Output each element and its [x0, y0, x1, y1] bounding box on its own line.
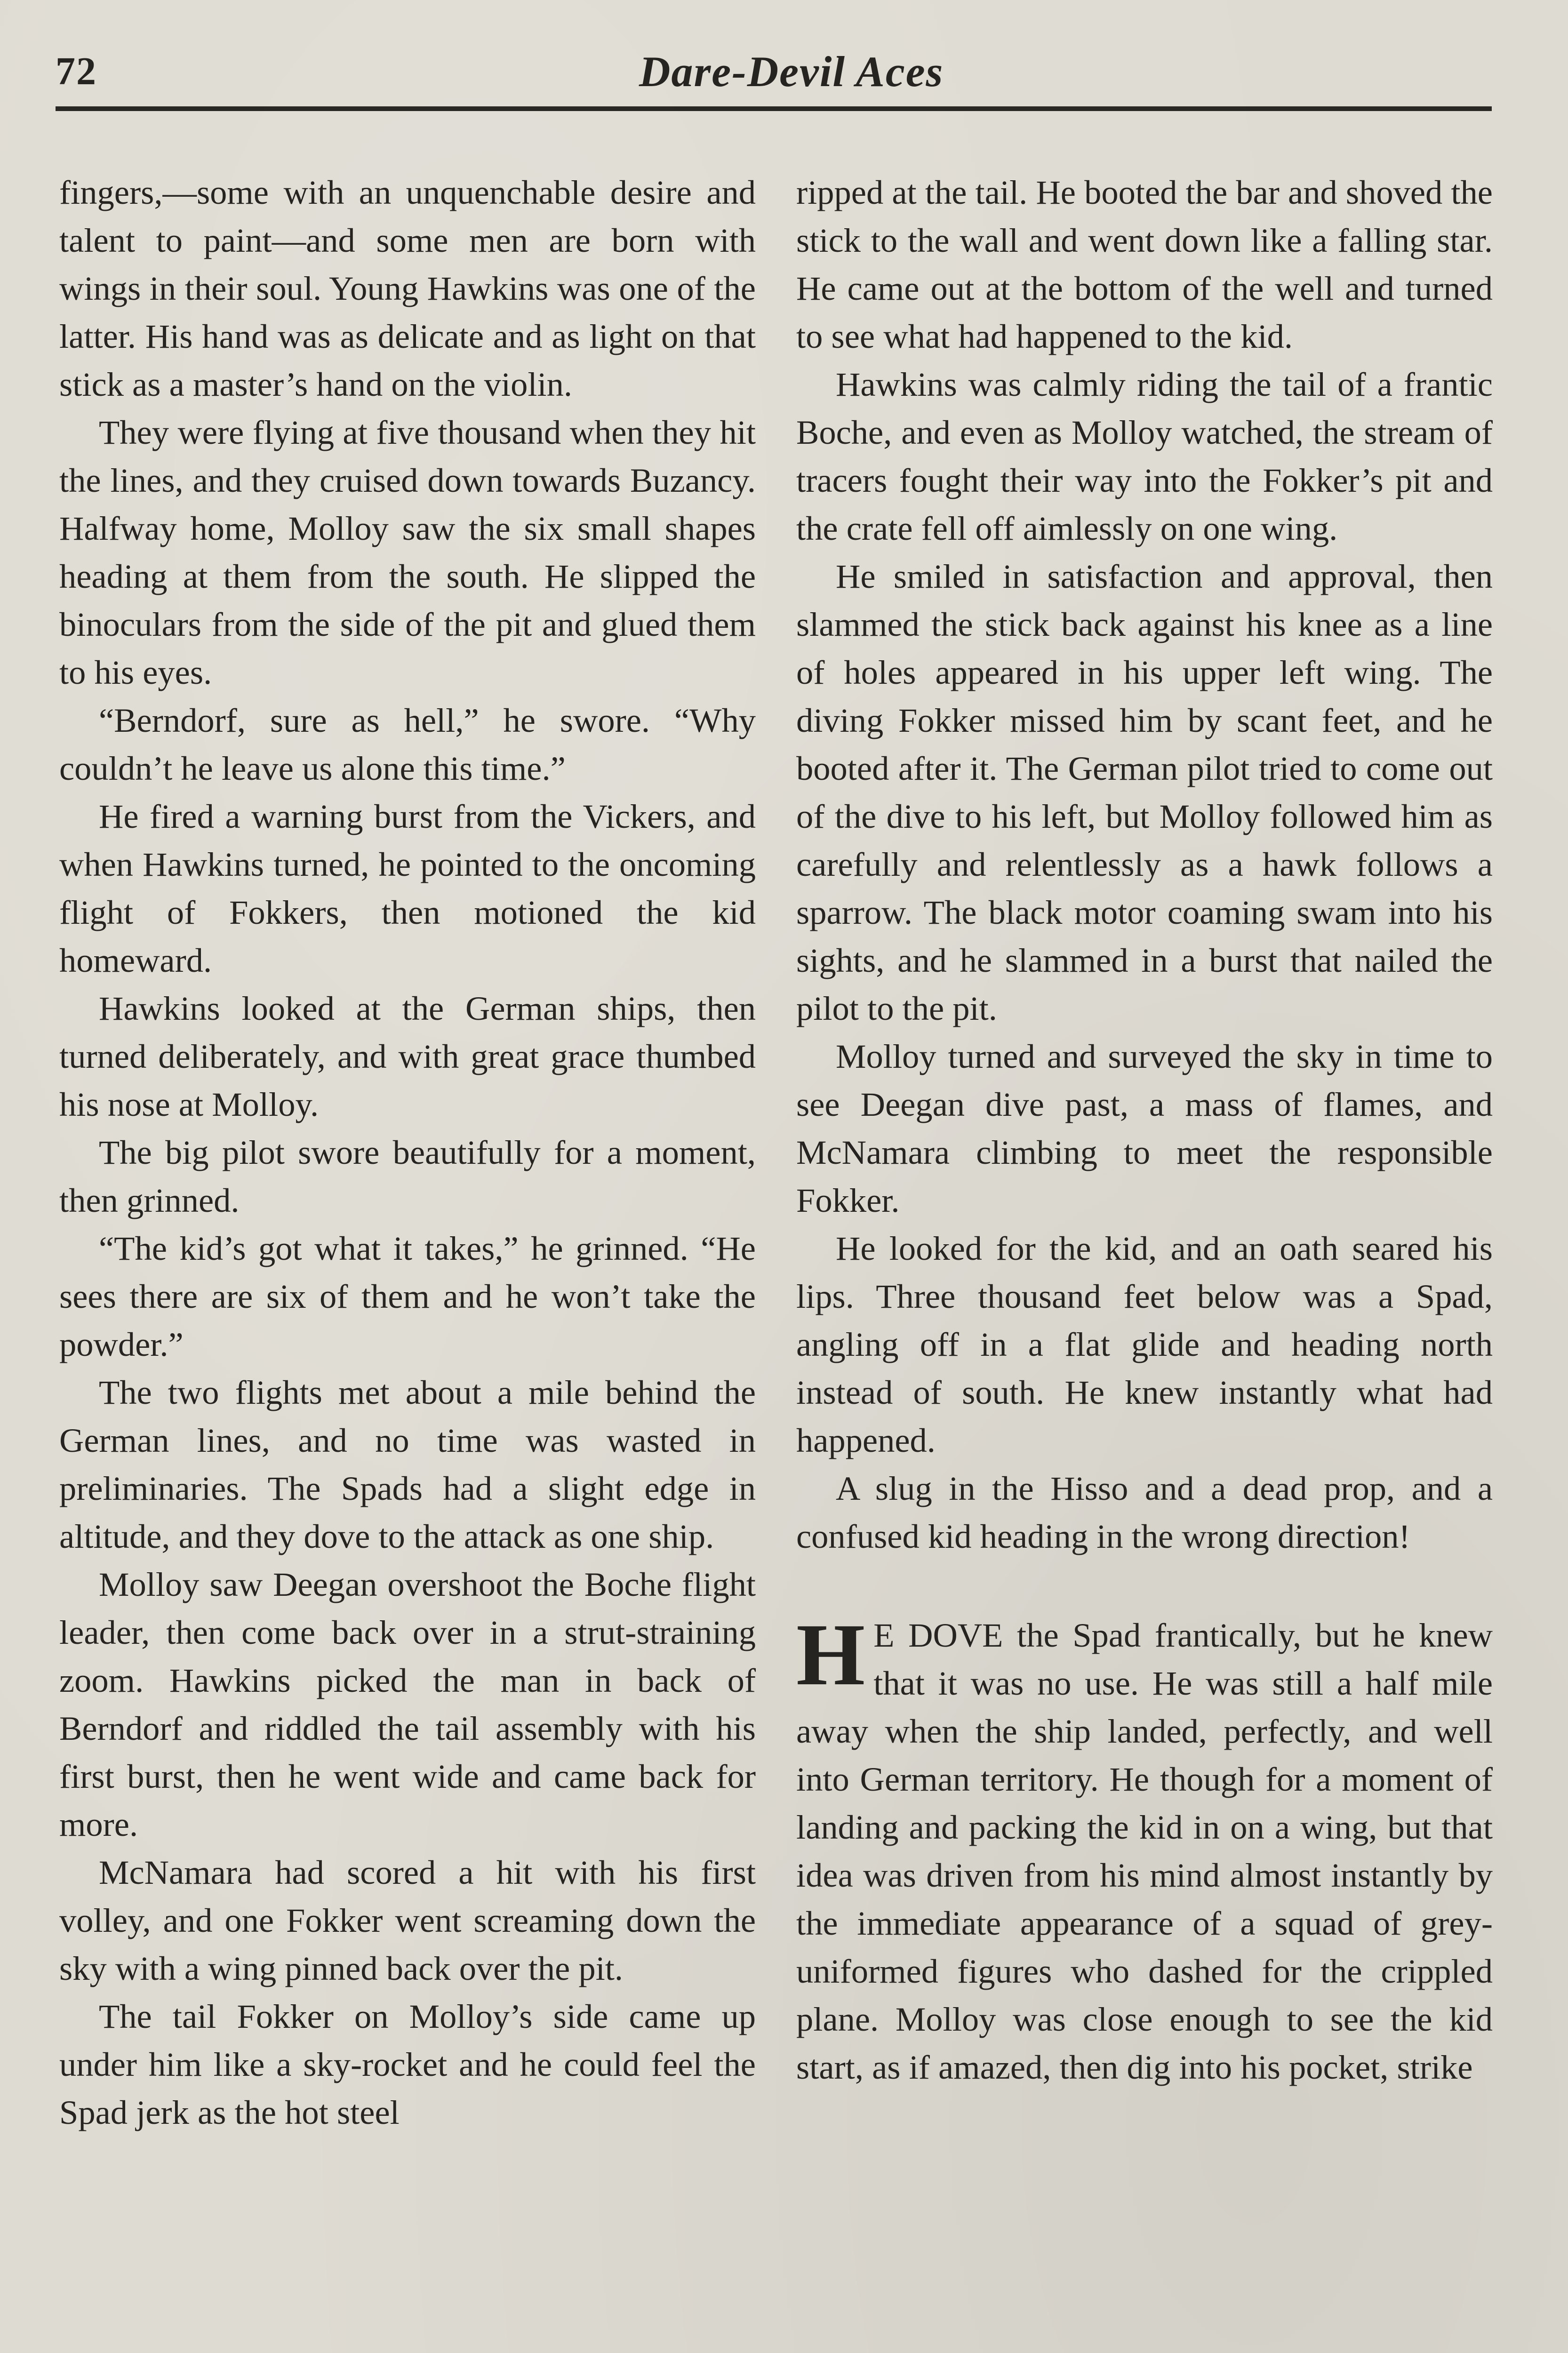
paragraph: Hawkins was calmly riding the tail of a frantic Boche, and even as Molloy watched, the stream of tracers fought their way into the Fokker’s pit and the crate fell off aimlessly on one wing.: [796, 365, 1493, 547]
paragraph: Molloy turned and surveyed the sky in time to see Deegan dive past, a mass of flames, and McNamara climbing to meet the responsible Fokker.: [796, 1037, 1493, 1219]
paragraph: He fired a warning burst from the Vickers, and when Hawkins turned, he pointed to the oncoming flight of Fokkers, then motioned the kid homeward.: [59, 797, 756, 979]
page-number: 72: [56, 49, 97, 93]
drop-cap: H: [796, 1605, 865, 1704]
left-column: [59, 168, 756, 2137]
paragraph: “The kid’s got what it takes,” he grinned. “He sees there are six of them and he won’t take the powder.”: [59, 1229, 756, 1363]
paragraph: The big pilot swore beautifully for a moment, then grinned.: [59, 1133, 756, 1219]
paragraph: The tail Fokker on Molloy’s side came up under him like a sky-rocket and he could feel the Spad jerk as the hot steel: [59, 1997, 756, 2131]
running-title: Dare-Devil Aces: [639, 48, 944, 96]
paragraph: Molloy saw Deegan overshoot the Boche flight leader, then come back over in a strut-straining zoom. Hawkins picked the man in back of Berndorf and riddled the tail assembly with his first burst, then he went wide and came back for more.: [59, 1565, 756, 1843]
paragraph: fingers,—some with an unquenchable desire and talent to paint—and some men are born with wings in their soul. Young Hawkins was one of the latter. His hand was as delicate and as light on that stick as a master’s hand on the violin.: [59, 173, 756, 403]
paragraph: The two flights met about a mile behind the German lines, and no time was wasted in preliminaries. The Spads had a slight edge in altitude, and they dove to the attack as one ship.: [59, 1373, 756, 1555]
paragraph: McNamara had scored a hit with his first volley, and one Fokker went screaming down the sky with a wing pinned back over the pit.: [59, 1853, 756, 1987]
paragraph: Hawkins looked at the German ships, then turned deliberately, and with great grace thumbed his nose at Molloy.: [59, 989, 756, 1123]
paragraph: A slug in the Hisso and a dead prop, and a confused kid heading in the wrong direction!: [796, 1469, 1493, 1555]
page-header: [56, 43, 1492, 109]
paragraph: ripped at the tail. He booted the bar and shoved the stick to the wall and went down like a falling star. He came out at the bottom of the well and turned to see what had happened to the kid.: [796, 173, 1493, 355]
paragraph: He smiled in satisfaction and approval, then slammed the stick back against his knee as a line of holes appeared in his upper left wing. The diving Fokker missed him by scant feet, and he booted after it. The German pilot tried to come out of the dive to his left, but Molloy followed him as carefully and relentlessly as a hawk follows a sparrow. The black motor coaming swam into his sights, and he slammed in a burst that nailed the pilot to the pit.: [796, 557, 1493, 1027]
header-rule: [56, 106, 1492, 111]
paragraph: “Berndorf, sure as hell,” he swore. “Why couldn’t he leave us alone this time.”: [59, 701, 756, 787]
right-column: [796, 168, 1493, 2091]
paragraph: They were flying at five thousand when they hit the lines, and they cruised down towards Buzancy. Halfway home, Molloy saw the six small shapes heading at them from the south. He slipped the binoculars from the side of the pit and glued them to his eyes.: [59, 413, 756, 691]
section-opening-text: E DOVE the Spad frantically, but he knew that it was no use. He was still a half mile away when the ship landed, perfectly, and well into German territory. He though for a moment of landing and packing the kid in on a wing, but that idea was driven from his mind almost instantly by the immediate appearance of a squad of grey-uniformed figures who dashed for the crippled plane. Molloy was close enough to see the kid start, as if amazed, then dig into his pocket, strike: [796, 1616, 1493, 2086]
paragraph: He looked for the kid, and an oath seared his lips. Three thousand feet below was a Spad, angling off in a flat glide and heading north instead of south. He knew instantly what had happened.: [796, 1229, 1493, 1459]
section-opening-paragraph: [796, 1605, 1493, 2091]
section-break: [796, 1561, 1493, 1611]
